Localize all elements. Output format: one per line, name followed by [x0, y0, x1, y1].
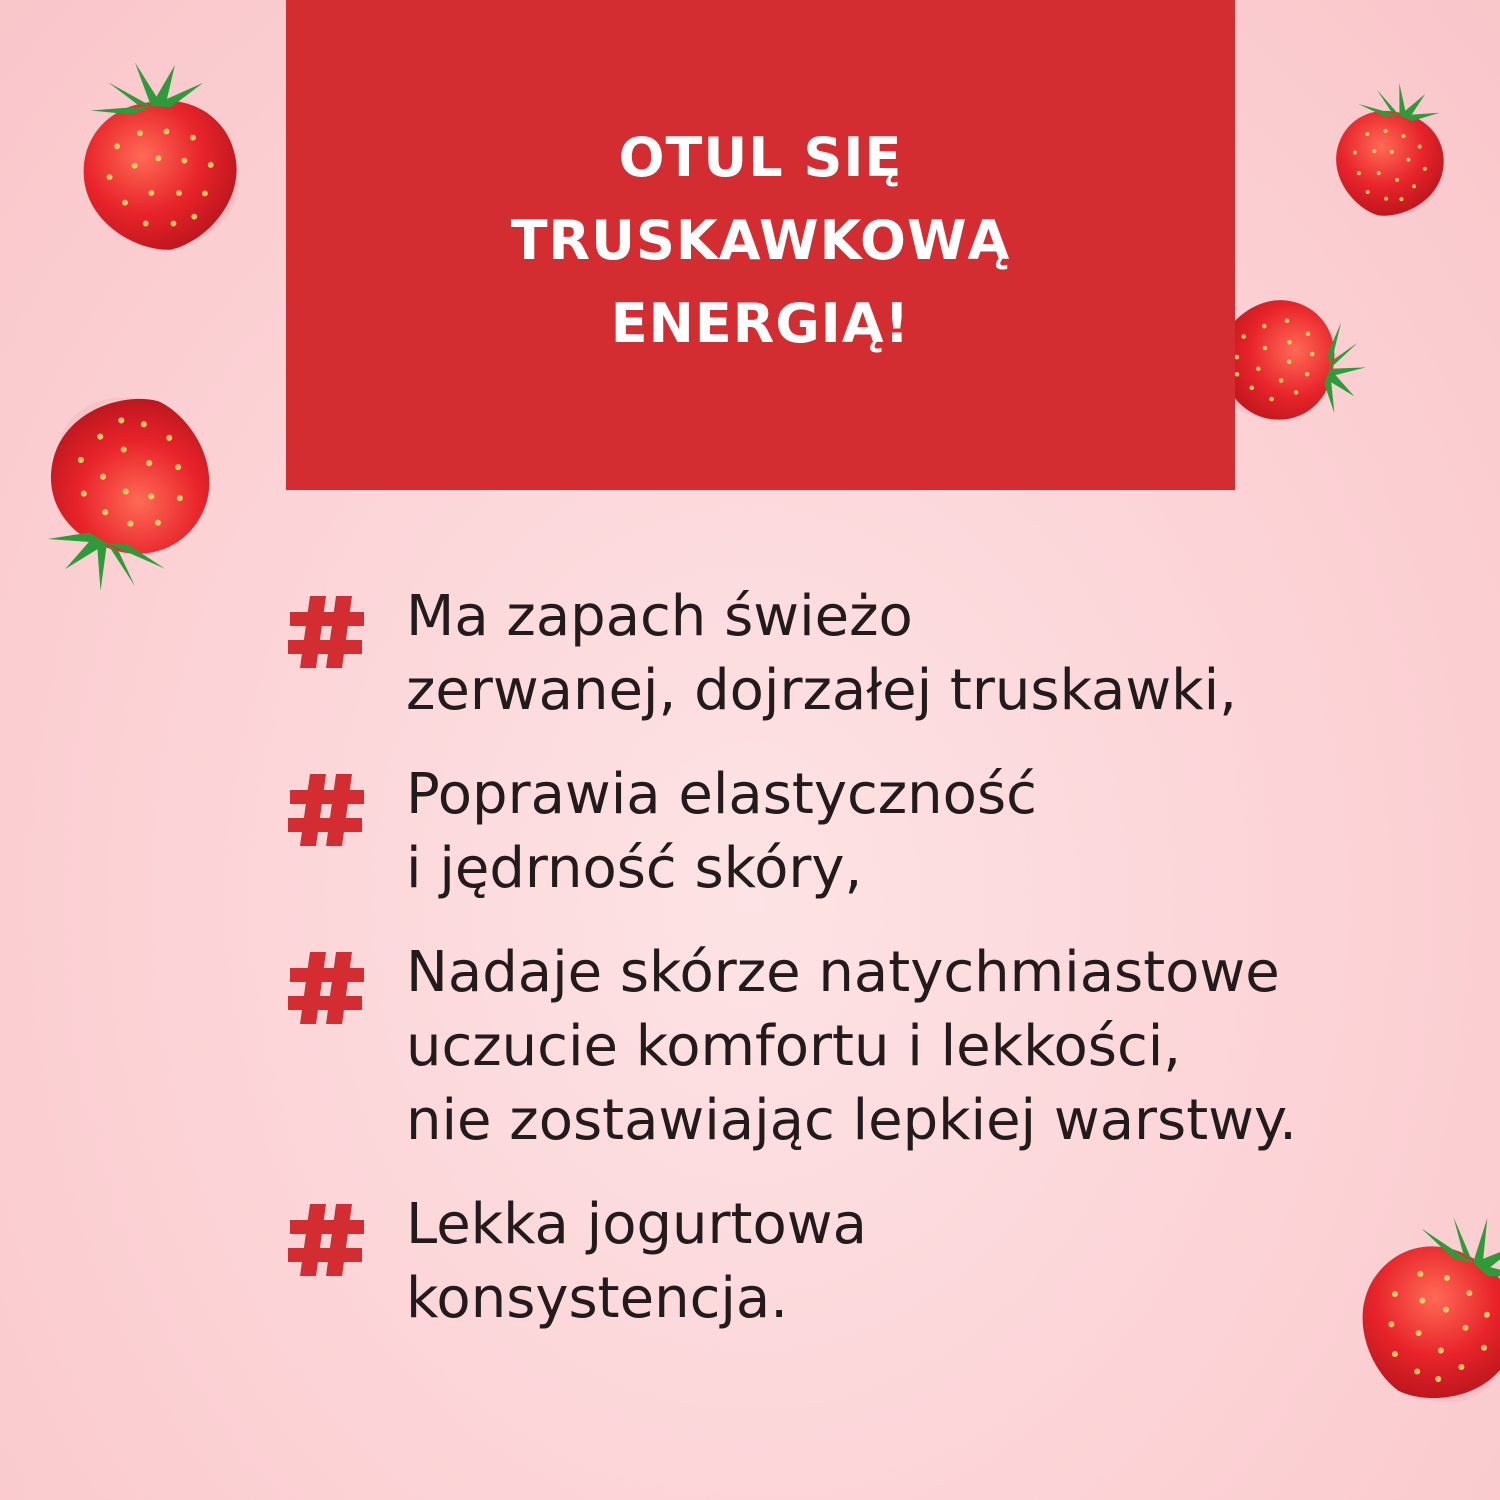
feature-line: Ma zapach świeżo	[406, 584, 913, 649]
headline-line: ENERGIĄ!	[610, 291, 911, 355]
hashtag-icon	[286, 770, 366, 850]
hashtag-icon	[286, 948, 366, 1028]
strawberry-icon	[1300, 70, 1480, 250]
headline-line: TRUSKAWKOWĄ	[510, 208, 1011, 272]
list-item	[286, 580, 1436, 728]
list-item	[286, 1188, 1436, 1336]
feature-line: Poprawia elastyczność	[406, 762, 1037, 827]
hashtag-icon	[286, 1200, 366, 1280]
feature-text	[406, 1188, 867, 1336]
list-item	[286, 758, 1436, 906]
feature-line: nie zostawiając lepkiej warstwy.	[406, 1088, 1297, 1153]
feature-text	[406, 758, 1037, 906]
feature-line: konsystencja.	[406, 1266, 789, 1331]
feature-line: uczucie komfortu i lekkości,	[406, 1014, 1182, 1079]
feature-line: i jędrność skóry,	[406, 836, 863, 901]
list-item	[286, 936, 1436, 1158]
feature-list	[286, 580, 1436, 1366]
strawberry-icon	[10, 360, 250, 600]
headline-line: OTUL SIĘ	[618, 125, 903, 189]
strawberry-icon	[40, 50, 280, 290]
feature-line: Nadaje skórze natychmiastowe	[406, 940, 1280, 1005]
feature-line: Lekka jogurtowa	[406, 1192, 867, 1257]
feature-text	[406, 936, 1297, 1158]
feature-line: zerwanej, dojrzałej truskawki,	[406, 658, 1237, 723]
feature-text	[406, 580, 1237, 728]
headline-banner	[286, 0, 1235, 490]
headline	[511, 116, 1011, 365]
hashtag-icon	[286, 592, 366, 672]
